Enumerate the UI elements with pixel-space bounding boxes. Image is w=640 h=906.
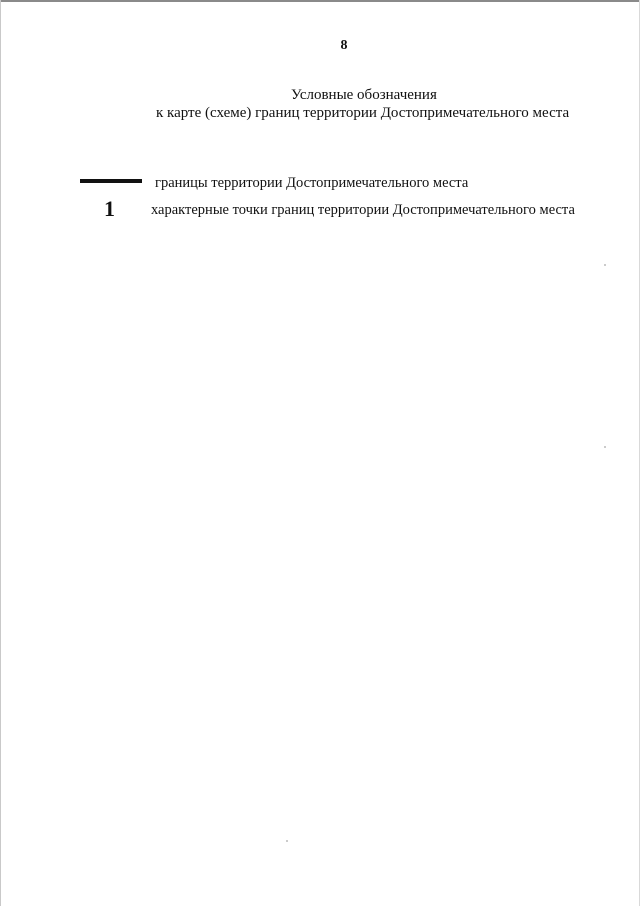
legend-item-points-label: характерные точки границ территории Достопримечательного места [151,202,575,218]
legend-item-boundary-label: границы территории Достопримечательного места [155,175,469,191]
scan-speck [604,446,606,448]
page-left-edge [0,0,1,906]
legend-title: Условные обозначения [291,87,437,103]
boundary-line-symbol [80,179,142,183]
scan-speck [604,264,606,266]
scan-speck [286,840,288,842]
page-top-edge [0,0,640,2]
page-number: 8 [340,38,348,53]
legend-subtitle: к карте (схеме) границ территории Достопримечательного места [156,105,570,121]
point-number-symbol: 1 [104,196,115,221]
